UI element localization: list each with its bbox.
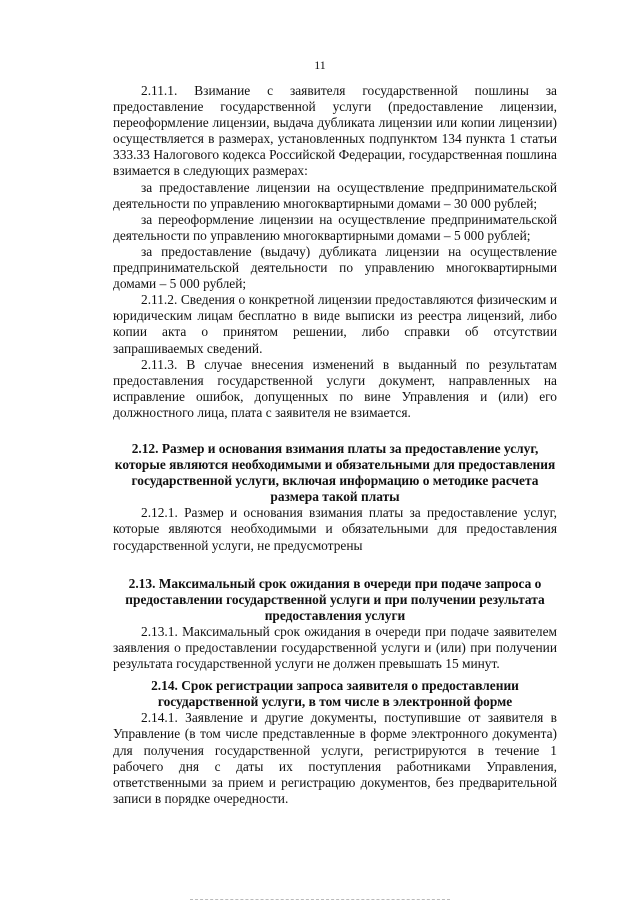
page-number: 11 <box>314 58 326 72</box>
heading-2-13: 2.13. Максимальный срок ожидания в очереди при подаче запроса о предоставлении государственной услуги и при получении результата предоставления услуги <box>125 575 545 623</box>
fee-item-duplicate: за предоставление (выдачу) дубликата лицензии на осуществление предпринимательской деятельности по управлению многоквартирными домами – 5 000 рублей; <box>113 243 557 292</box>
heading-2-14: 2.14. Срок регистрации запроса заявителя о предоставлении государственной услуги, в том числе в электронной форме <box>151 678 519 710</box>
heading-2-12: 2.12. Размер и основания взимания платы за предоставление услуг, которые являются необходимыми и обязательными для предоставления государственной услуги, включая информацию о методике расчета размера такой платы <box>114 440 556 505</box>
paragraph-2-12-1: 2.12.1. Размер и основания взимания платы за предоставление услуг, которые являются необходимыми и обязательными для предоставления государственной услуги, не предусмотрены <box>113 505 557 553</box>
paragraph-2-13-1: 2.13.1. Максимальный срок ожидания в очереди при подаче заявителем заявления о предоставлении государственной услуги и (или) при получении результата государственной услуги не должен превышать 15 минут. <box>113 623 557 672</box>
paragraph-2-11-3: 2.11.3. В случае внесения изменений в выданный по результатам предоставления государственной услуги документ, направленных на исправление ошибок, допущенных по вине Управления и (или) его должностного лица, плата с заявителя не взимается. <box>113 356 557 420</box>
document-body <box>113 83 557 807</box>
paragraph-2-14-1: 2.14.1. Заявление и другие документы, поступившие от заявителя в Управление (в том числе представленные в форме электронного документа) для получения государственной услуги, регистрируются в течение 1 рабочего дня с даты их поступления работниками Управления, ответственными за прием и регистрацию документов, без предварительной записи в порядке очередности. <box>113 710 557 806</box>
paragraph-2-11-2: 2.11.2. Сведения о конкретной лицензии предоставляются физическим и юридическим лицам бесплатно в виде выписки из реестра лицензий, либо копии акта о принятом решении, либо справки об отсутствии запрашиваемых сведений. <box>113 292 557 356</box>
paragraph-2-11-1: 2.11.1. Взимание с заявителя государственной пошлины за предоставление государственной услуги (предоставление лицензии, переоформление лицензии, выдача дубликата лицензии или копии лицензии) осуществляется в размерах, установленных подпунктом 134 пункта 1 статьи 333.33 Налогового кодекса Российской Федерации, государственная пошлина взимается в следующих размерах: <box>113 83 557 179</box>
fee-item-reissue: за переоформление лицензии на осуществление предпринимательской деятельности по управлению многоквартирными домами – 5 000 рублей; <box>113 211 557 243</box>
fee-item-license: за предоставление лицензии на осуществление предпринимательской деятельности по управлению многоквартирными домами – 30 000 рублей; <box>113 179 557 211</box>
page-bottom-divider <box>190 899 450 901</box>
